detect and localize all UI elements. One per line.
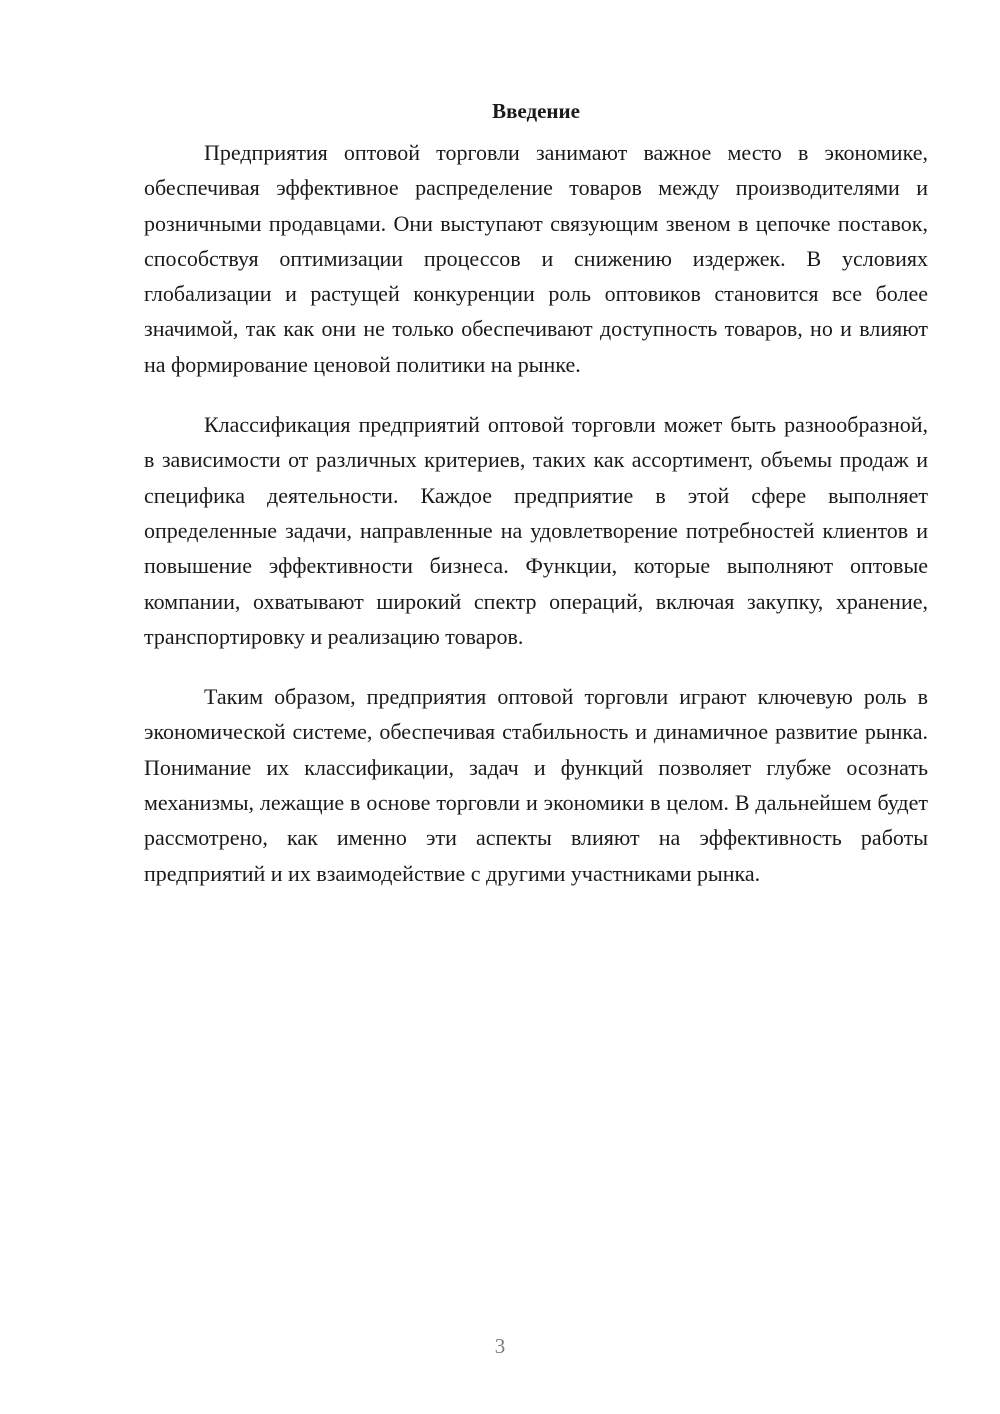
section-title: Введение (492, 99, 580, 123)
page-number: 3 (494, 1334, 506, 1358)
paragraph-2: Классификация предприятий оптовой торговли может быть разнообразной, в зависимости от различных критериев, таких как ассортимент, объемы продаж и специфика деятельности. Каждое предприятие в этой сфере выполняет определенные задачи, направленные на удовлетворение потребностей клиентов и повышение эффективности бизнеса. Функции, которые выполняют оптовые компании, охватывают широкий спектр операций, включая закупку, хранение, транспортировку и реализацию товаров. (144, 412, 928, 649)
paragraph-1: Предприятия оптовой торговли занимают важное место в экономике, обеспечивая эффективное распределение товаров между производителями и розничными продавцами. Они выступают связующим звеном в цепочке поставок, способствуя оптимизации процессов и снижению издержек. В условиях глобализации и растущей конкуренции роль оптовиков становится все более значимой, так как они не только обеспечивают доступность товаров, но и влияют на формирование ценовой политики на рынке. (144, 140, 928, 377)
paragraph-3: Таким образом, предприятия оптовой торговли играют ключевую роль в экономической системе, обеспечивая стабильность и динамичное развитие рынка. Понимание их классификации, задач и функций позволяет глубже осознать механизмы, лежащие в основе торговли и экономики в целом. В дальнейшем будет рассмотрено, как именно эти аспекты влияют на эффективность работы предприятий и их взаимодействие с другими участниками рынка. (144, 684, 928, 886)
page-content (144, 96, 928, 916)
